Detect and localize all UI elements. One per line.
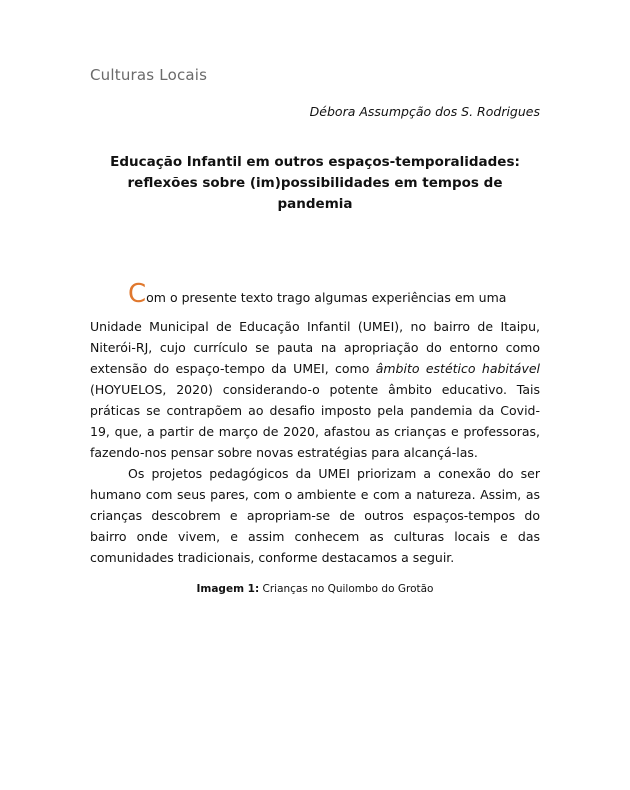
title-line-1: Educação Infantil em outros espaços-temporalidades:: [110, 154, 520, 170]
section-label: Culturas Locais: [90, 66, 208, 84]
paragraph-1-first-line-text: om o presente texto trago algumas experiências em uma: [146, 290, 507, 305]
drop-cap: C: [128, 279, 147, 309]
caption-label: Imagem 1:: [196, 583, 260, 595]
paragraph-1-text-a: Unidade Municipal de Educação Infantil (UMEI), no bairro de Itaipu, Niterói-RJ, cujo currículo se pauta na apropriação do entorno como extensão do espaço-tempo da UMEI, como: [90, 319, 540, 376]
paragraph-1-text-b: (HOYUELOS, 2020) considerando-o potente âmbito educativo. Tais práticas se contrapõem ao desafio imposto pela pandemia da Covid-19, que, a partir de março de 2020, afastou as crianças e professoras, fazendo-nos pensar sobre novas estratégias para alcançá-las.: [90, 382, 540, 460]
author-name: Débora Assumpção dos S. Rodrigues: [309, 104, 540, 119]
caption-text: Crianças no Quilombo do Grotão: [259, 583, 434, 595]
italic-term: âmbito estético habitável: [375, 361, 541, 376]
title-line-3: pandemia: [277, 196, 353, 212]
paragraph-1-continuation: [90, 316, 540, 463]
paragraph-2: Os projetos pedagógicos da UMEI priorizam a conexão do ser humano com seus pares, com o ambiente e com a natureza. Assim, as crianças descobrem e apropriam-se de outros espaços-tempos do bairro onde vivem, e assim conhecem as culturas locais e das comunidades tradicionais, conforme destacamos a seguir.: [90, 466, 540, 565]
paragraph-1: [90, 276, 540, 463]
title-line-2: reflexões sobre (im)possibilidades em tempos de: [127, 175, 503, 191]
paragraph-1-first-line: [90, 276, 540, 316]
article-title: [90, 152, 540, 215]
article-body: [90, 276, 540, 568]
image-caption: [90, 583, 540, 595]
